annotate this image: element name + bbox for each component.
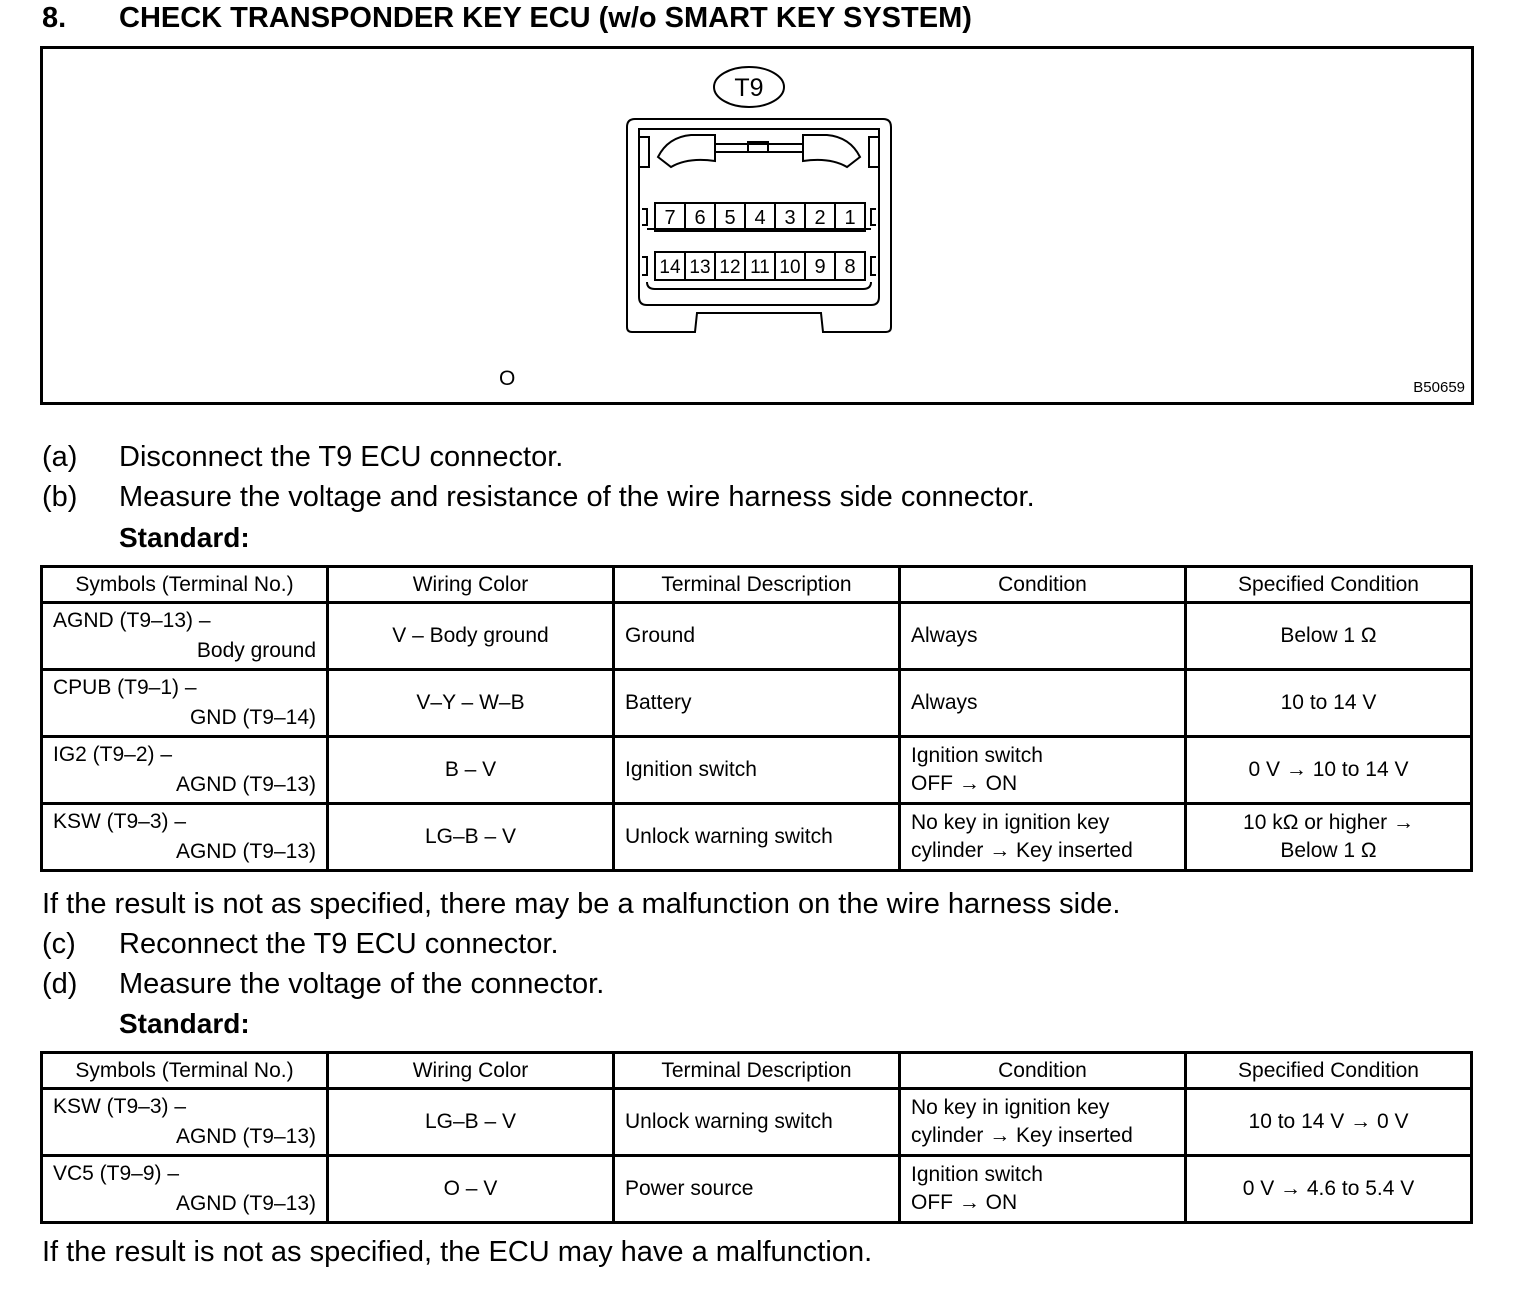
step-text: Reconnect the T9 ECU connector.	[119, 928, 559, 960]
terminal-description-cell: Unlock warning switch	[614, 1089, 900, 1156]
specified-line: 0 V → 4.6 to 5.4 V	[1242, 1177, 1415, 1200]
step-text: Measure the voltage and resistance of the wire harness side connector.	[119, 481, 1035, 513]
condition-cell	[900, 737, 1186, 804]
column-header: Terminal Description	[614, 1053, 900, 1089]
symbol-line: AGND (T9–13)	[175, 840, 316, 863]
step-label: (c)	[42, 928, 76, 960]
standard-label: Standard:	[119, 522, 250, 553]
connector-diagram	[43, 49, 1471, 402]
condition-cell	[900, 603, 1186, 670]
table-row	[42, 603, 1472, 670]
step-label: (d)	[42, 968, 78, 1000]
table-row	[42, 1089, 1472, 1156]
column-header: Condition	[900, 1053, 1186, 1089]
specified-condition-cell	[1186, 804, 1472, 871]
wiring-color-cell: V–Y – W–B	[328, 670, 614, 737]
pin-row-top	[655, 203, 865, 231]
condition-cell	[900, 1156, 1186, 1223]
table-header-row	[42, 1053, 1472, 1089]
condition-cell	[900, 1089, 1186, 1156]
condition-line: No key in ignition key	[911, 811, 1110, 834]
figure-mark: O	[499, 367, 516, 390]
symbol-line: AGND (T9–13)	[175, 1192, 316, 1215]
table-row	[42, 737, 1472, 804]
symbol-cell	[42, 1156, 328, 1223]
pin-number: 5	[724, 207, 736, 229]
pin-number: 12	[719, 257, 741, 278]
specified-line: 0 V → 10 to 14 V	[1248, 758, 1409, 781]
step-text: Measure the voltage of the connector.	[119, 968, 605, 1000]
pin-row-bottom	[655, 252, 865, 280]
symbol-line: GND (T9–14)	[189, 706, 316, 729]
pin-number: 3	[784, 207, 796, 229]
condition-cell	[900, 670, 1186, 737]
standard-table-connector	[40, 1051, 1473, 1224]
condition-line: Ignition switch	[911, 744, 1043, 767]
condition-line: Ignition switch	[911, 1163, 1043, 1186]
pin-number: 11	[750, 257, 770, 278]
pin-number: 6	[694, 207, 706, 229]
specified-condition-cell	[1186, 603, 1472, 670]
condition-line: cylinder → Key inserted	[911, 1124, 1133, 1147]
terminal-description-cell: Power source	[614, 1156, 900, 1223]
symbol-line: IG2 (T9–2) –	[53, 743, 173, 766]
wiring-color-cell: O – V	[328, 1156, 614, 1223]
pin-number: 8	[844, 256, 856, 278]
symbol-line: AGND (T9–13) –	[53, 609, 211, 632]
connector-figure	[40, 46, 1474, 405]
result-note: If the result is not as specified, the ECU may have a malfunction.	[42, 1236, 873, 1268]
wiring-color-cell: LG–B – V	[328, 804, 614, 871]
specified-condition-cell	[1186, 1156, 1472, 1223]
symbol-cell	[42, 804, 328, 871]
specified-line: Below 1 Ω	[1280, 839, 1377, 862]
step-label: (a)	[42, 441, 78, 473]
column-header: Specified Condition	[1186, 1053, 1472, 1089]
standard-table-harness	[40, 565, 1473, 872]
pin-number: 10	[779, 257, 801, 278]
terminal-description-cell: Ground	[614, 603, 900, 670]
table-header-row	[42, 567, 1472, 603]
wiring-color-cell: B – V	[328, 737, 614, 804]
symbol-line: AGND (T9–13)	[175, 773, 316, 796]
condition-cell	[900, 804, 1186, 871]
column-header: Symbols (Terminal No.)	[42, 567, 328, 603]
column-header: Wiring Color	[328, 1053, 614, 1089]
symbol-cell	[42, 670, 328, 737]
specified-line: 10 kΩ or higher →	[1243, 811, 1414, 834]
terminal-description-cell: Battery	[614, 670, 900, 737]
column-header: Wiring Color	[328, 567, 614, 603]
symbol-line: KSW (T9–3) –	[53, 1095, 187, 1118]
terminal-description-cell: Unlock warning switch	[614, 804, 900, 871]
column-header: Condition	[900, 567, 1186, 603]
specified-line: Below 1 Ω	[1280, 624, 1377, 647]
symbol-line: VC5 (T9–9) –	[53, 1162, 180, 1185]
table-row	[42, 804, 1472, 871]
specified-line: 10 to 14 V → 0 V	[1248, 1110, 1409, 1133]
symbol-line: AGND (T9–13)	[175, 1125, 316, 1148]
pin-number: 13	[689, 257, 711, 278]
pin-number: 1	[844, 207, 856, 229]
symbol-cell	[42, 737, 328, 804]
specified-condition-cell	[1186, 1089, 1472, 1156]
connector-label: T9	[734, 74, 764, 102]
table-row	[42, 1156, 1472, 1223]
condition-line: Always	[911, 691, 978, 714]
condition-line: OFF → ON	[911, 1191, 1018, 1214]
pin-number: 7	[664, 207, 676, 229]
wiring-color-cell: V – Body ground	[328, 603, 614, 670]
condition-line: cylinder → Key inserted	[911, 839, 1133, 862]
symbol-cell	[42, 1089, 328, 1156]
condition-line: No key in ignition key	[911, 1096, 1110, 1119]
page-title: CHECK TRANSPONDER KEY ECU (w/o SMART KEY SYSTEM)	[119, 2, 972, 34]
symbol-line: Body ground	[196, 639, 316, 662]
pin-number: 9	[814, 256, 826, 278]
condition-line: Always	[911, 624, 978, 647]
pin-number: 2	[814, 207, 826, 229]
column-header: Terminal Description	[614, 567, 900, 603]
step-label: (b)	[42, 481, 78, 513]
symbol-line: CPUB (T9–1) –	[53, 676, 197, 699]
result-note: If the result is not as specified, there may be a malfunction on the wire harness side.	[42, 888, 1121, 920]
figure-code: B50659	[1413, 379, 1465, 396]
specified-condition-cell	[1186, 737, 1472, 804]
step-text: Disconnect the T9 ECU connector.	[119, 441, 564, 473]
condition-line: OFF → ON	[911, 772, 1018, 795]
terminal-description-cell: Ignition switch	[614, 737, 900, 804]
symbol-cell	[42, 603, 328, 670]
step-number: 8.	[42, 2, 67, 34]
table-row	[42, 670, 1472, 737]
pin-number: 14	[659, 257, 681, 278]
pin-number: 4	[754, 207, 766, 229]
specified-line: 10 to 14 V	[1280, 691, 1377, 714]
column-header: Symbols (Terminal No.)	[42, 1053, 328, 1089]
column-header: Specified Condition	[1186, 567, 1472, 603]
wiring-color-cell: LG–B – V	[328, 1089, 614, 1156]
symbol-line: KSW (T9–3) –	[53, 810, 187, 833]
standard-label: Standard:	[119, 1008, 250, 1039]
specified-condition-cell	[1186, 670, 1472, 737]
